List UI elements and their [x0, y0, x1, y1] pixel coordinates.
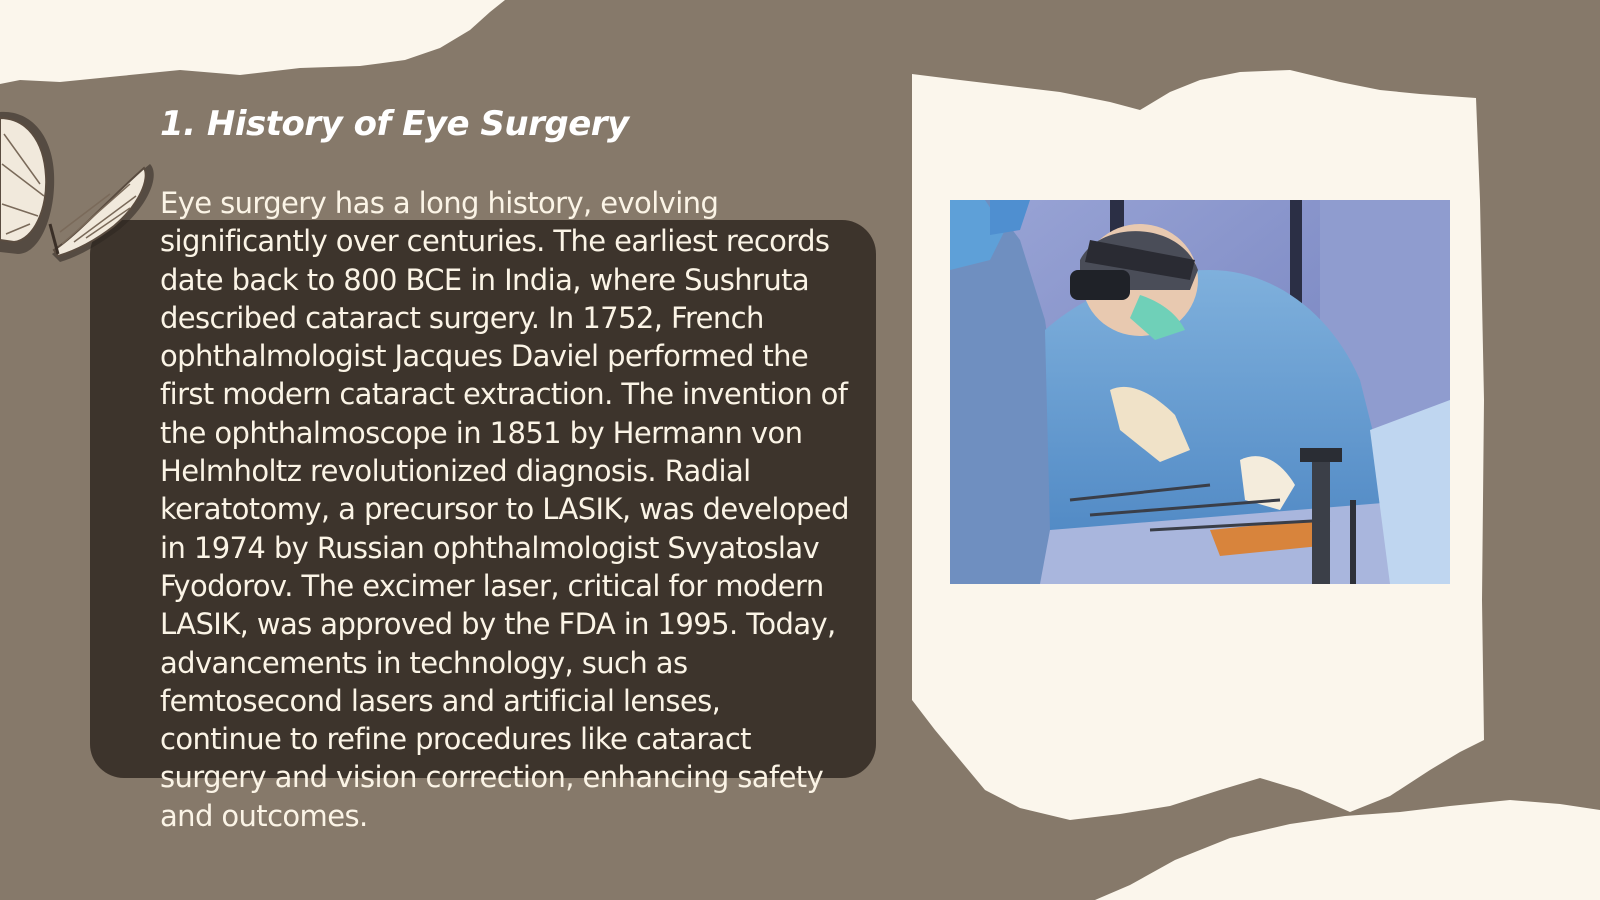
surgery-photo	[950, 200, 1450, 584]
slide-body-text: Eye surgery has a long history, evolving significantly over centuries. The earliest records date back to 800 BCE in India, where Sushruta described cataract surgery. In 1752, French ophthalmologist Jacques Daviel performed the first modern cataract extraction. The invention of the ophthalmoscope in 1851 by Hermann von Helmholtz revolutionized diagnosis. Radial keratotomy, a precursor to LASIK, was developed in 1974 by Russian ophthalmologist Svyatoslav Fyodorov. The excimer laser, critical for modern LASIK, was approved by the FDA in 1995. Today, advancements in technology, such as femtosecond lasers and artificial lenses, continue to refine procedures like cataract surgery and vision correction, enhancing safety and outcomes.	[160, 186, 849, 833]
slide-title: 1. History of Eye Surgery	[160, 104, 629, 144]
